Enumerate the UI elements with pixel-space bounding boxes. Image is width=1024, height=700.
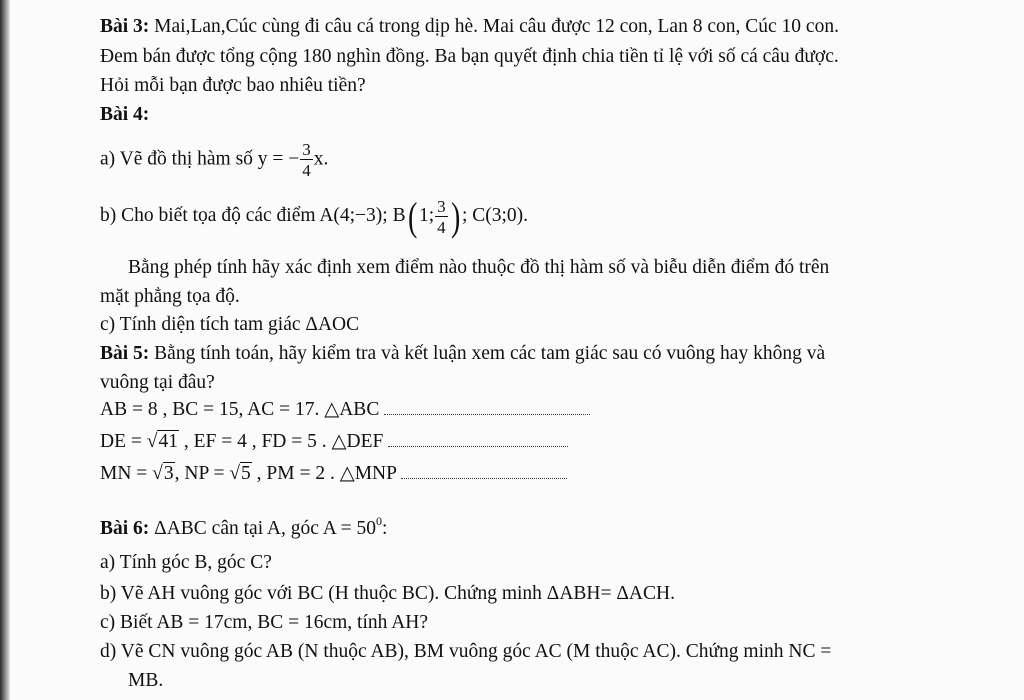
bai4-part-c: c) Tính diện tích tam giác ΔAOC [100, 314, 360, 335]
bai4-paragraph-line1: Bằng phép tính hãy xác định xem điểm nào thuộc đồ thị hàm số và biễu diễn điểm đó trên [128, 257, 830, 278]
bai5-line2: vuông tại đâu? [100, 372, 215, 393]
answer-blank [384, 413, 590, 415]
fraction-b-3-4: $\frac{3}{4}$ [437, 196, 446, 237]
bai5-heading: Bài 5: [100, 343, 150, 364]
bai6-part-b: b) Vẽ AH vuông góc với BC (H thuộc BC). Chứng minh ΔABH= ΔACH. [100, 583, 675, 604]
bai5-line1: Bài 5: Bằng tính toán, hãy kiểm tra và kết luận xem các tam giác sau có vuông hay không và [100, 343, 826, 364]
bai3-line2: Đem bán được tổng cộng 180 nghìn đồng. Ba bạn quyết định chia tiền tỉ lệ với số cá câu được. [100, 46, 839, 67]
bai3-line3: Hỏi mỗi bạn được bao nhiêu tiền? [100, 75, 366, 96]
bai6-heading: Bài 6: [100, 518, 150, 539]
bai6-part-a: a) Tính góc B, góc C? [100, 552, 272, 573]
answer-blank [401, 477, 567, 479]
bai3-line1: Bài 3: Mai,Lan,Cúc cùng đi câu cá trong dịp hè. Mai câu được 12 con, Lan 8 con, Cúc 10 con. [100, 16, 839, 37]
bai4-paragraph-line2: mặt phẳng tọa độ. [100, 286, 240, 307]
bai5-row-mnp: MN = √3, NP = √5 , PM = 2 . △MNP [100, 462, 567, 486]
bai4-part-b: b) Cho biết tọa độ các điểm A(4;−3); B( 1; $\frac{3}{4}$ ) ; C(3;0). [100, 193, 529, 239]
bai4-part-a: a) Vẽ đồ thị hàm số y = − $\frac{3}{4}$ x. [100, 140, 329, 180]
bai6-title: Bài 6: ΔABC cân tại A, góc $A = 50^0$: [100, 514, 388, 539]
answer-blank [388, 445, 568, 447]
bai6-part-d-line1: d) Vẽ CN vuông góc AB (N thuộc AB), BM vuông góc AC (M thuộc AC). Chứng minh NC = [100, 641, 832, 662]
bai6-part-d-line2: MB. [128, 670, 164, 691]
bai6-part-c: c) Biết AB = 17cm, BC = 16cm, tính AH? [100, 612, 429, 633]
bai5-row-abc: AB = 8 , BC = 15, AC = 17. △ABC [100, 398, 590, 422]
bai4-heading: Bài 4: [100, 104, 150, 125]
bai5-row-def: DE = √41 , EF = 4 , FD = 5 . △DEF [100, 430, 568, 454]
bai3-heading: Bài 3: [100, 16, 150, 37]
fraction-3-4: $\frac{3}{4}$ [302, 140, 311, 180]
